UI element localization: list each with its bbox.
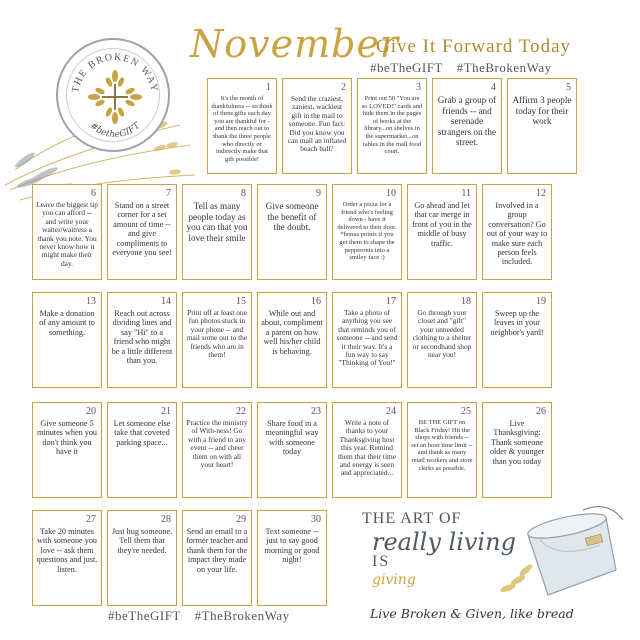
day-number: 5 (566, 82, 571, 93)
day-number: 28 (161, 514, 171, 525)
day-text: Make a donation of any amount to something. (39, 309, 95, 337)
day-number: 25 (461, 406, 471, 417)
day-text: Go ahead and let that car merge in front of you in the middle of busy traffic. (412, 201, 472, 248)
day-number: 16 (311, 296, 321, 307)
day-text: Order a pizza for a friend who's feeling down - have it delivered to their door. *bonus points if you get them to shape the pepperonis into a smiley face :) (337, 201, 397, 262)
calendar-day-30 (257, 510, 327, 606)
day-text: Practice the ministry of With-ness! Go with a friend to any event -- and cheer them on with all your heart! (186, 418, 248, 470)
day-text: Sweep up the leaves in your neighbor's yard! (490, 309, 544, 337)
calendar-day-13 (32, 292, 102, 388)
header-hashtags (370, 60, 562, 76)
calendar-day-24 (332, 402, 402, 498)
day-number: 18 (461, 296, 471, 307)
day-text: Print off at least one fun photos stuck in your phone -- and mail some out to the friends who are in them! (186, 308, 248, 360)
calendar-day-18 (407, 292, 477, 388)
day-number: 4 (491, 82, 496, 93)
day-number: 27 (86, 514, 96, 525)
hashtag-brokenway: #TheBrokenWay (456, 60, 552, 75)
day-number: 7 (166, 188, 171, 199)
art-line-3: IS (372, 553, 391, 570)
day-text: Stand on a street corner for a set amount of time -- and give compliments to everyone you see! (112, 201, 172, 258)
calendar-day-27 (32, 510, 102, 606)
calendar-day-3 (357, 78, 427, 174)
calendar-day-16 (257, 292, 327, 388)
day-number: 29 (236, 514, 246, 525)
calendar-day-20 (32, 402, 102, 498)
day-number: 20 (86, 406, 96, 417)
day-text: Affirm 3 people today for their work (512, 95, 572, 127)
day-text: Live Thanksgiving: Thank someone older & younger than you today (489, 419, 545, 466)
calendar-day-8 (182, 184, 252, 280)
day-text: Give someone 5 minutes when you don't think you have it (36, 419, 98, 457)
calendar-day-2 (282, 78, 352, 174)
day-text: Let someone else take that coveted parking space... (113, 419, 171, 447)
calendar-day-15 (182, 292, 252, 388)
day-number: 21 (161, 406, 171, 417)
hashtag-begift: #beTheGIFT (370, 60, 443, 75)
logo-bottom-text: #betheGIFT (87, 121, 143, 141)
day-text: Grab a group of friends -- and serenade strangers on the street. (437, 95, 497, 148)
day-text: Tell as many people today as you can that you love their smile (186, 201, 248, 243)
day-number: 22 (236, 406, 246, 417)
day-number: 6 (91, 188, 96, 199)
day-text: Text someone -- just to say good morning or good night! (264, 527, 320, 565)
logo-top-text: THE BROKEN WAY (70, 51, 160, 94)
day-number: 10 (386, 188, 396, 199)
day-number: 23 (311, 406, 321, 417)
calendar-day-25 (407, 402, 477, 498)
day-text: It's the month of thankfulness -- so think of three gifts each day you are thankful for - and then reach out to thank the three people who directly or indirectly make that gift possible! (211, 95, 273, 163)
day-text: BE THE GIFT on Black Friday! Hit the shops with friends -- set an hour time limit -- and thank as many retail workers and store clerks as possible. (411, 419, 473, 472)
footer-tagline: Live Broken & Given, like bread (370, 606, 574, 621)
day-text: Take 20 minutes with someone you love -- ask them questions and just. listen. (36, 527, 98, 574)
month-title: November (190, 22, 400, 66)
footer-hashtag-begift: #beTheGIFT (108, 608, 181, 623)
day-text: Give someone the benefit of the doubt. (265, 201, 319, 233)
day-number: 14 (161, 296, 171, 307)
day-number: 12 (536, 188, 546, 199)
day-text: Write a note of thanks to your Thanksgiving host this year. Remind them that their time and energy is seen and appreciated... (337, 418, 397, 478)
day-number: 1 (266, 82, 271, 93)
day-number: 17 (386, 296, 396, 307)
calendar-day-28 (107, 510, 177, 606)
day-text: Send an email to a former teacher and thank them for the impact they made on your life. (186, 527, 248, 574)
calendar-day-4 (432, 78, 502, 174)
calendar-day-26 (482, 402, 552, 498)
calendar-day-19 (482, 292, 552, 388)
calendar-day-17 (332, 292, 402, 388)
day-number: 11 (461, 188, 471, 199)
calendar-day-29 (182, 510, 252, 606)
calendar-day-11 (407, 184, 477, 280)
wheat-cross-icon (58, 40, 172, 154)
bucket-illustration (488, 500, 628, 610)
day-number: 13 (86, 296, 96, 307)
art-line-1: THE ART OF (362, 510, 462, 527)
day-text: Just hug someone. Tell them that they're needed. (111, 527, 173, 555)
day-text: Share food in a meaningful way with someone today (265, 419, 319, 457)
calendar-day-1 (207, 78, 277, 174)
day-number: 26 (536, 406, 546, 417)
day-text: Print out 50 "You are so LOVED!" cards and hide them in the pages of books at the library...on shelves in the supermarket...on tables in the mall food court. (361, 95, 423, 156)
footer-hashtags (108, 608, 300, 624)
day-number: 2 (341, 82, 346, 93)
day-text: Take a photo of anything you see that reminds you of someone -- and send it their way. It's a fun way to say "Thinking of You!" (336, 308, 398, 368)
day-number: 24 (386, 406, 396, 417)
footer-hashtag-brokenway: #TheBrokenWay (194, 608, 290, 623)
calendar-day-5 (507, 78, 577, 174)
day-text: While out and about, compliment a parent on how well his/her child is behaving. (261, 309, 323, 356)
day-number: 19 (536, 296, 546, 307)
day-text: Involved in a group conversation? Go out of your way to make sure each person feels included. (486, 201, 548, 267)
calendar-day-6 (32, 184, 102, 280)
day-number: 15 (236, 296, 246, 307)
day-text: Reach out across dividing lines and say "Hi" to a friend who might be a little different than you. (111, 309, 173, 366)
calendar-day-14 (107, 292, 177, 388)
art-line-4: giving (372, 572, 416, 588)
calendar-day-9 (257, 184, 327, 280)
calendar-day-10 (332, 184, 402, 280)
calendar-day-12 (482, 184, 552, 280)
page-subtitle: Give It Forward Today (376, 36, 572, 57)
calendar-day-7 (107, 184, 177, 280)
day-number: 9 (316, 188, 321, 199)
day-text: Go through your closet and "gift" your unneeded clothing to a shelter or secondhand shop near you! (412, 308, 472, 360)
day-number: 3 (416, 82, 421, 93)
art-line-2: really living (372, 528, 516, 556)
calendar-day-21 (107, 402, 177, 498)
day-number: 30 (311, 514, 321, 525)
day-text: Send the craziest, zaniest, wackiest gift in the mail to someone. Fun fact: Did you know you can mail an inflated beach ball? (287, 94, 347, 154)
calendar-day-22 (182, 402, 252, 498)
calendar-day-23 (257, 402, 327, 498)
day-number: 8 (241, 188, 246, 199)
day-text: Leave the biggest tip you can afford -- and write your waiter/waitress a thank you note. You never know how it might make their day. (36, 200, 98, 268)
brand-logo (56, 38, 170, 152)
